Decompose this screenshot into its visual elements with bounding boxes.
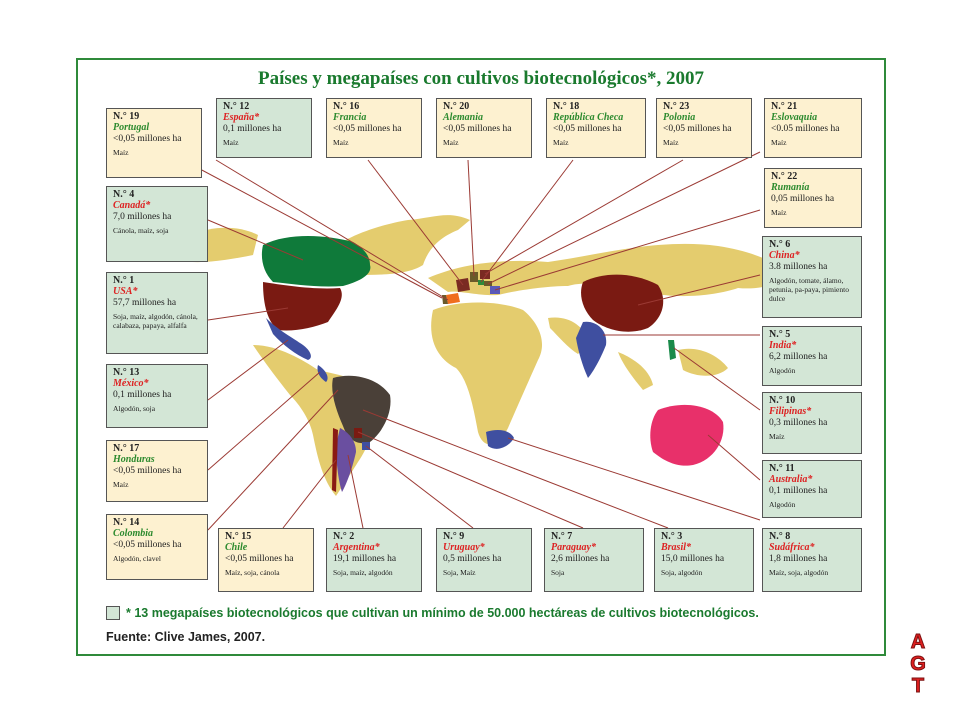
country-crops: Maíz [333,138,349,147]
country-rank: N.° 19 [113,111,140,122]
country-crops: Soja, maíz, algodón [333,568,393,577]
country-crops: Soja, Maíz [443,568,476,577]
country-box [762,326,862,386]
country-name: República Checa [553,112,624,123]
country-box [436,528,532,592]
country-crops: Maíz, soja, algodón [769,568,829,577]
country-area: 0,1 millones ha [769,486,828,496]
czech-shape [478,280,484,285]
country-crops: Maíz [443,138,459,147]
logo-letter-t: T [911,675,925,696]
country-box [218,528,314,592]
country-name: Polonia [663,112,696,123]
logo-letter-g: G [910,653,926,675]
country-area: 0,3 millones ha [769,418,828,428]
source-note: Fuente: Clive James, 2007. [106,630,266,644]
country-rank: N.° 7 [551,531,573,542]
country-rank: N.° 15 [225,531,252,542]
country-area: <0,05 millones ha [443,124,512,134]
country-name: Argentina* [333,542,380,553]
country-area: <0.05 millones ha [771,124,840,134]
country-box [106,514,208,580]
country-name: Eslovaquia [771,112,818,123]
country-rank: N.° 2 [333,531,355,542]
country-box [436,98,532,158]
country-crops: Soja [551,568,565,577]
country-name: España* [223,112,260,123]
spain-shape [446,293,460,304]
usa-shape [263,282,342,331]
country-area: 1,8 millones ha [769,554,828,564]
country-box [326,528,422,592]
philippines-shape [668,340,676,360]
country-area: <0,05 millones ha [225,554,294,564]
country-rank: N.° 22 [771,171,798,182]
country-area: <0,05 millones ha [663,124,732,134]
country-name: Sudáfrica* [769,542,815,553]
country-crops: Soja, algodón [661,568,703,577]
country-box [546,98,646,158]
country-name: Colombia [113,528,154,539]
country-box [656,98,752,158]
country-area: 0,1 millones ha [223,124,282,134]
country-rank: N.° 5 [769,329,791,340]
country-box [106,364,208,428]
country-crops: Maíz [663,138,679,147]
country-area: 0,1 millones ha [113,390,172,400]
country-name: USA* [113,286,138,297]
country-area: 2,6 millones ha [551,554,610,564]
country-name: Francia [333,112,367,123]
legend [106,606,759,620]
country-rank: N.° 9 [443,531,465,542]
country-box [216,98,312,158]
country-name: China* [769,250,800,261]
country-name: Honduras [113,454,155,465]
country-rank: N.° 16 [333,101,360,112]
country-rank: N.° 17 [113,443,140,454]
country-crops: Algodón, soja [113,404,156,413]
country-name: Canadá* [113,200,151,211]
country-crops: Maíz [771,138,787,147]
country-rank: N.° 13 [113,367,140,378]
australia-shape [650,405,723,466]
country-name: México* [113,378,149,389]
country-crops: Maíz [769,432,785,441]
country-rank: N.° 21 [771,101,798,112]
country-box [106,440,208,502]
country-box [762,392,862,454]
country-crops: Algodón, clavel [113,554,161,563]
country-box [106,108,202,178]
country-name: Rumanía [771,182,810,193]
country-area: 3.8 millones ha [769,262,828,272]
country-name: Paraguay* [551,542,596,553]
country-name: India* [769,340,797,351]
country-area: <0,05 millones ha [333,124,402,134]
country-box [762,236,862,318]
country-rank: N.° 3 [661,531,683,542]
country-box [764,168,862,228]
country-box [764,98,862,158]
logo-letter-a: A [910,631,926,653]
country-rank: N.° 6 [769,239,791,250]
country-area: 15,0 millones ha [661,554,725,564]
country-area: 6,2 millones ha [769,352,828,362]
country-box [654,528,754,592]
country-area: 57,7 millones ha [113,298,177,308]
country-rank: N.° 12 [223,101,250,112]
country-rank: N.° 4 [113,189,135,200]
country-rank: N.° 18 [553,101,580,112]
country-rank: N.° 8 [769,531,791,542]
country-name: Chile [225,542,248,553]
country-area: <0,05 millones ha [553,124,622,134]
country-box [762,460,862,518]
country-name: Uruguay* [443,542,485,553]
country-name: Brasil* [661,542,692,553]
country-box [106,272,208,354]
map-frame [76,58,886,656]
country-rank: N.° 20 [443,101,470,112]
country-area: 0,05 millones ha [771,194,835,204]
country-crops: Maíz [553,138,569,147]
country-area: 19,1 millones ha [333,554,397,564]
country-crops: Maíz, soja, cánola [225,568,280,577]
country-crops: Maíz [113,480,129,489]
country-crops: Maíz [113,148,129,157]
country-box [326,98,422,158]
country-rank: N.° 14 [113,517,140,528]
country-crops: Algodón, tomate, álamo, petunia, pa-paya, pimiento dulce [769,276,849,303]
country-area: 7,0 millones ha [113,212,172,222]
country-area: <0,05 millones ha [113,540,182,550]
country-crops: Maíz [223,138,239,147]
country-crops: Soja, maíz, algodón, cánola, calabaza, papaya, alfalfa [113,312,198,330]
country-crops: Maíz [771,208,787,217]
map-title: Países y megapaíses con cultivos biotecnológicos*, 2007 [258,68,704,89]
country-name: Portugal [113,122,150,133]
legend-swatch [106,606,120,620]
country-area: <0,05 millones ha [113,466,182,476]
country-name: Australia* [769,474,813,485]
legend-text: * 13 megapaíses biotecnológicos que cultivan un mínimo de 50.000 hectáreas de cultivos biotecnológicos. [126,606,759,620]
country-rank: N.° 11 [769,463,795,474]
india-shape [576,322,606,378]
country-area: <0,05 millones ha [113,134,182,144]
country-rank: N.° 1 [113,275,135,286]
country-rank: N.° 10 [769,395,796,406]
country-crops: Algodón [769,366,796,375]
country-box [106,186,208,262]
country-name: Filipinas* [769,406,812,417]
country-crops: Algodón [769,500,796,509]
agt-logo [893,628,943,696]
country-rank: N.° 23 [663,101,690,112]
country-area: 0,5 millones ha [443,554,502,564]
country-box [762,528,862,592]
country-name: Alemania [443,112,484,123]
country-crops: Cánola, maíz, soja [113,226,169,235]
south-africa-shape [486,430,514,449]
country-box [544,528,644,592]
